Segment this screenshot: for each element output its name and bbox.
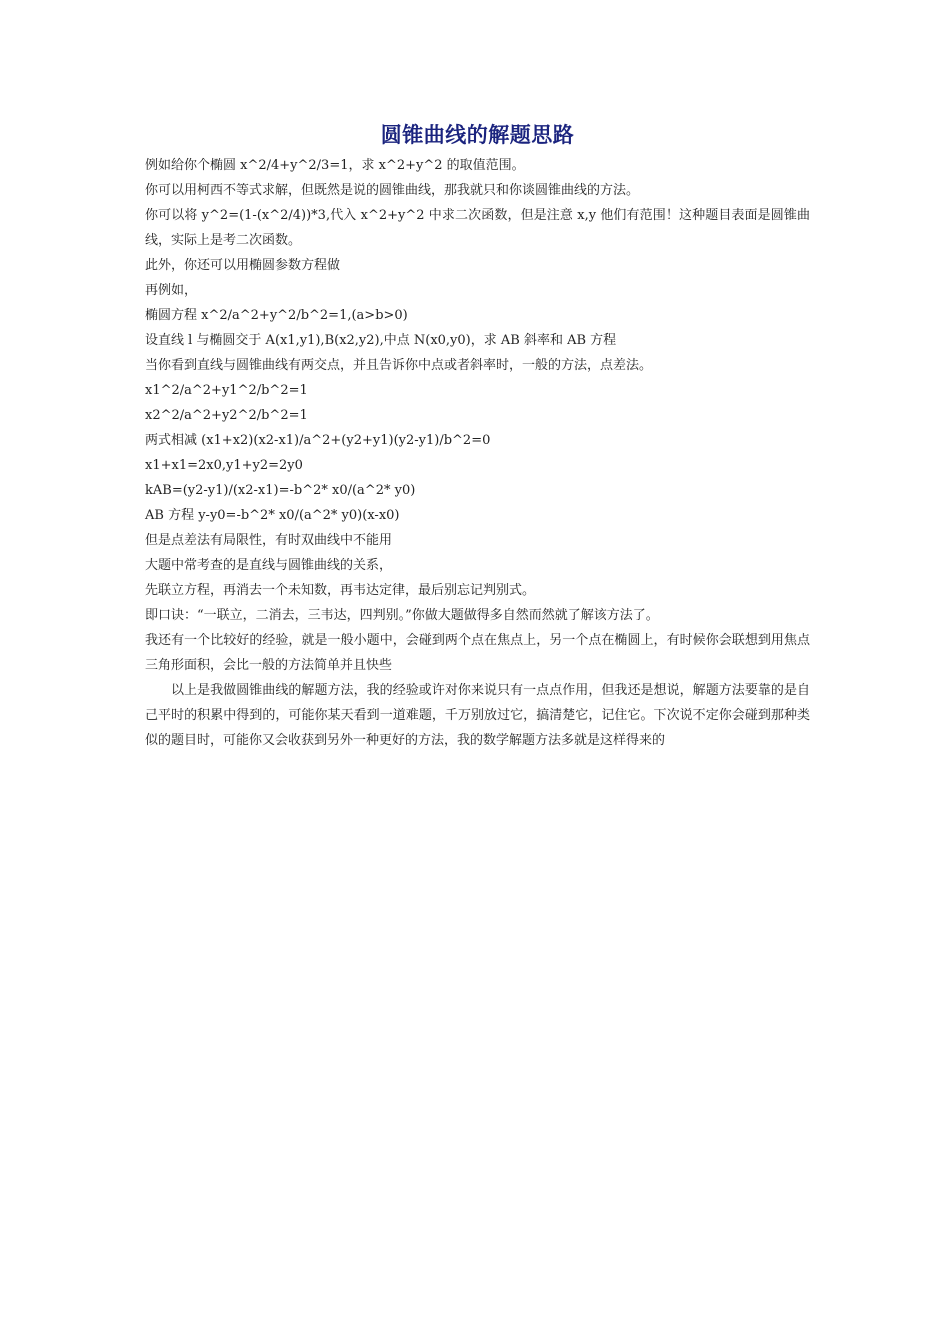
problem-statement: 设直线 l 与椭圆交于 A(x1,y1),B(x2,y2),中点 N(x0,y0)，求 AB 斜率和 AB 方程 bbox=[145, 333, 617, 348]
paragraph-4: 此外，你还可以用椭圆参数方程做 bbox=[145, 258, 341, 273]
equation-1: x1^2/a^2+y1^2/b^2=1 bbox=[145, 383, 308, 398]
ellipse-equation: 椭圆方程 x^2/a^2+y^2/b^2=1,(a>b>0) bbox=[145, 308, 408, 323]
paragraph-2: 你可以用柯西不等式求解，但既然是说的圆锥曲线，那我就只和你谈圆锥曲线的方法。 bbox=[145, 183, 640, 198]
exam-note: 大题中常考查的是直线与圆锥曲线的关系， bbox=[145, 558, 393, 573]
paragraph-3: 你可以将 y^2=(1-(x^2/4))*3,代入 x^2+y^2 中求二次函数，但是注意 x,y 他们有范围！这种题目表面是圆锥曲线，实际上是考二次函数。 bbox=[145, 208, 810, 248]
closing-paragraph: 以上是我做圆锥曲线的解题方法，我的经验或许对你来说只有一点点作用，但我还是想说，解题方法要靠的是自己平时的积累中得到的，可能你某天看到一道难题，千万别放过它，搞清楚它，记住它。下次说不定你会碰到那种类似的题目时，可能你又会收获到另外一种更好的方法，我的数学解题方法多就是这样得来的 bbox=[145, 683, 810, 748]
document-title: 圆锥曲线的解题思路 bbox=[380, 123, 575, 147]
method-note: 当你看到直线与圆锥曲线有两交点，并且告诉你中点或者斜率时，一般的方法，点差法。 bbox=[145, 358, 653, 373]
line-equation: AB 方程 y-y0=-b^2* x0/(a^2* y0)(x-x0) bbox=[145, 508, 400, 523]
equation-subtract: 两式相减 (x1+x2)(x2-x1)/a^2+(y2+y1)(y2-y1)/b^2=0 bbox=[145, 433, 491, 448]
paragraph-5: 再例如， bbox=[145, 283, 198, 298]
midpoint-relation: x1+x1=2x0,y1+y2=2y0 bbox=[145, 458, 303, 473]
limitation-note: 但是点差法有局限性，有时双曲线中不能用 bbox=[145, 533, 393, 548]
paragraph-1: 例如给你个椭圆 x^2/4+y^2/3=1，求 x^2+y^2 的取值范围。 bbox=[145, 158, 525, 173]
slope-formula: kAB=(y2-y1)/(x2-x1)=-b^2* x0/(a^2* y0) bbox=[145, 483, 416, 498]
procedure-note: 先联立方程，再消去一个未知数，再韦达定律，最后别忘记判别式。 bbox=[145, 583, 536, 598]
mnemonic-note: 即口诀：“一联立，二消去，三韦达，四判别。”你做大题做得多自然而然就了解该方法了。 bbox=[145, 608, 659, 623]
experience-paragraph: 我还有一个比较好的经验，就是一般小题中，会碰到两个点在焦点上，另一个点在椭圆上，有时候你会联想到用焦点三角形面积，会比一般的方法简单并且快些 bbox=[145, 633, 810, 673]
document-body bbox=[145, 118, 810, 753]
equation-2: x2^2/a^2+y2^2/b^2=1 bbox=[145, 408, 308, 423]
